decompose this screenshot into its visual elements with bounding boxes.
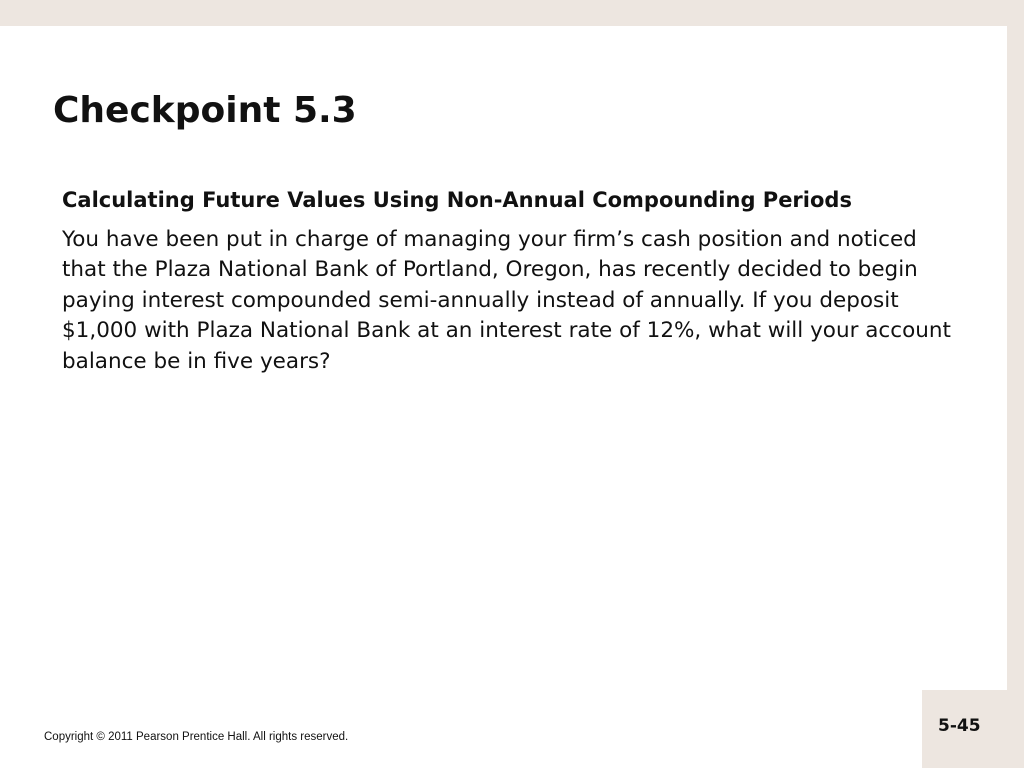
slide-canvas — [0, 26, 1007, 768]
page-number: 5-45 — [938, 716, 981, 736]
slide-content — [62, 185, 962, 377]
section-heading: Calculating Future Values Using Non-Annual Compounding Periods — [62, 188, 852, 212]
copyright-notice: Copyright © 2011 Pearson Prentice Hall. All rights reserved. — [44, 731, 349, 743]
slide-title: Checkpoint 5.3 — [53, 90, 357, 131]
problem-text: You have been put in charge of managing your firm’s cash position and noticed that the Plaza National Bank of Portland, Oregon, has recently decided to begin paying interest compounded semi-annually instead of annually. If you deposit $1,000 with Plaza National Bank at an interest rate of 12%, what will your account balance be in five years? — [62, 227, 951, 374]
